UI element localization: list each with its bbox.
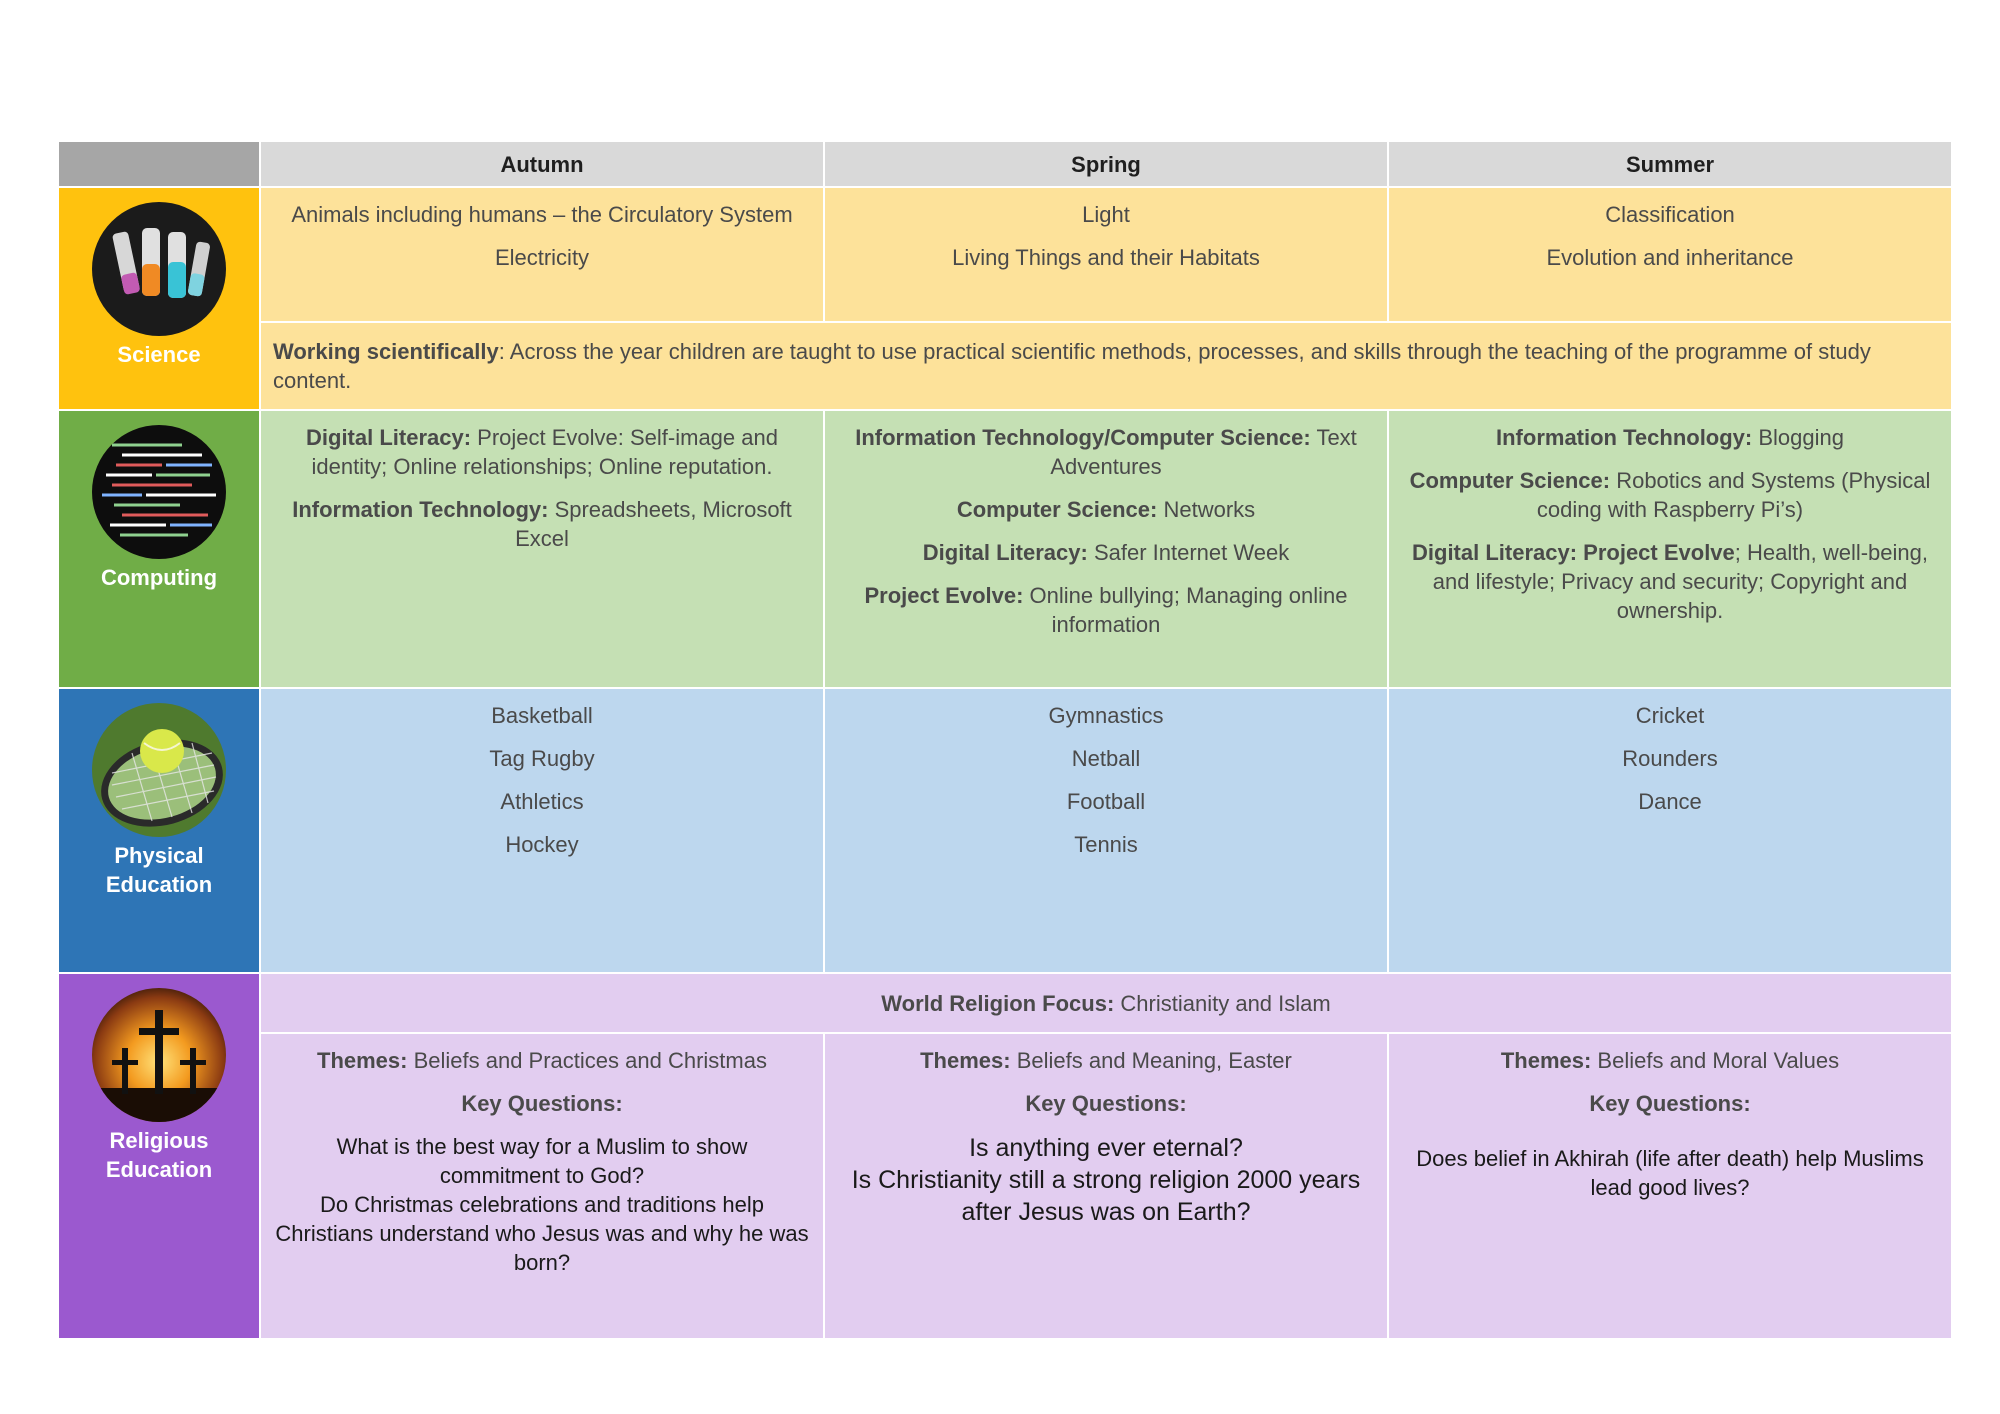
re-spring-themes: Themes: Beliefs and Meaning, Easter [920, 1048, 1292, 1073]
science-autumn-cell [260, 187, 824, 322]
computing-autumn-cell [260, 410, 824, 688]
computing-autumn-item: Information Technology: Spreadsheets, Microsoft Excel [292, 497, 792, 551]
science-subject-cell [58, 187, 260, 410]
working-scientifically-text: : Across the year children are taught to use practical scientific methods, processes, and skills through the teaching of the programme of study content. [273, 339, 1871, 393]
header-blank-cell [58, 141, 260, 187]
working-scientifically-cell [260, 322, 1952, 410]
pe-spring-sport: Tennis [1074, 832, 1138, 857]
tennis-ball-racket-icon [92, 703, 226, 837]
pe-spring-sport: Football [1066, 789, 1146, 814]
science-spring-cell [824, 187, 1388, 322]
pe-summer-sport: Rounders [1622, 746, 1718, 771]
re-autumn-question: Do Christmas celebrations and traditions help Christians understand who Jesus was and why he was born? [275, 1192, 809, 1275]
science-summer-topic: Classification [1605, 202, 1735, 227]
re-autumn-themes: Themes: Beliefs and Practices and Christmas [317, 1048, 767, 1073]
re-label-line1: Religious [109, 1128, 209, 1153]
science-working-row [58, 322, 1952, 410]
pe-summer-cell [1388, 688, 1952, 973]
science-summer-topic: Evolution and inheritance [1546, 245, 1794, 270]
working-scientifically-label: Working scientifically [273, 339, 499, 364]
header-autumn: Autumn [260, 141, 824, 187]
re-spring-key-questions-label: Key Questions: [1025, 1091, 1187, 1116]
world-religion-focus-label: World Religion Focus: [881, 990, 1115, 1016]
code-screen-icon [92, 425, 226, 559]
pe-autumn-sport: Hockey [505, 832, 579, 857]
science-label: Science [117, 342, 201, 367]
re-summer-question: Does belief in Akhirah (life after death) help Muslims lead good lives? [1416, 1146, 1924, 1200]
computing-spring-item: Information Technology/Computer Science: Text Adventures [855, 425, 1357, 479]
header-spring: Spring [824, 141, 1388, 187]
computing-spring-item: Digital Literacy: Safer Internet Week [922, 540, 1290, 565]
header-row [58, 141, 1952, 187]
pe-subject-cell [58, 688, 260, 973]
re-spring-cell [824, 1033, 1388, 1339]
world-religion-focus-text: Christianity and Islam [1114, 990, 1331, 1016]
pe-label-line2: Education [105, 872, 213, 897]
computing-autumn-item: Digital Literacy: Project Evolve: Self-image and identity; Online relationships; Online reputation. [306, 425, 778, 479]
re-autumn-key-questions-label: Key Questions: [461, 1091, 623, 1116]
test-tubes-icon [92, 202, 226, 336]
science-summer-cell [1388, 187, 1952, 322]
header-summer: Summer [1388, 141, 1952, 187]
pe-summer-sport: Dance [1638, 789, 1702, 814]
computing-summer-item: Information Technology: Blogging [1496, 425, 1844, 450]
pe-autumn-sport: Tag Rugby [489, 746, 595, 771]
computing-summer-item: Computer Science: Robotics and Systems (Physical coding with Raspberry Pi’s) [1409, 468, 1931, 522]
pe-autumn-sport: Athletics [500, 789, 584, 814]
computing-spring-item: Project Evolve: Online bullying; Managing online information [864, 583, 1348, 637]
pe-summer-sport: Cricket [1635, 703, 1705, 728]
re-themes-row [58, 1033, 1952, 1339]
computing-subject-cell [58, 410, 260, 688]
computing-label: Computing [100, 565, 218, 590]
world-religion-focus-cell [260, 973, 1952, 1033]
pe-row [58, 688, 1952, 973]
science-row [58, 187, 1952, 322]
pe-autumn-sport: Basketball [491, 703, 593, 728]
computing-spring-item: Computer Science: Networks [956, 497, 1256, 522]
pe-spring-sport: Gymnastics [1048, 703, 1164, 728]
re-spring-question: Is anything ever eternal? [969, 1134, 1243, 1162]
pe-label-line1: Physical [114, 843, 204, 868]
re-focus-row [58, 973, 1952, 1033]
pe-spring-sport: Netball [1071, 746, 1141, 771]
pe-spring-cell [824, 688, 1388, 973]
science-spring-topic: Light [1082, 202, 1130, 227]
re-subject-cell [58, 973, 260, 1339]
curriculum-table [57, 140, 1953, 1340]
re-summer-cell [1388, 1033, 1952, 1339]
crosses-sunset-icon [92, 988, 226, 1122]
science-spring-topic: Living Things and their Habitats [952, 245, 1260, 270]
pe-autumn-cell [260, 688, 824, 973]
computing-summer-item: Digital Literacy: Project Evolve; Health, well-being, and lifestyle; Privacy and security; Copyright and ownership. [1412, 540, 1928, 623]
re-summer-themes: Themes: Beliefs and Moral Values [1500, 1048, 1840, 1073]
science-autumn-topic: Electricity [494, 245, 590, 270]
re-spring-question: Is Christianity still a strong religion 2000 years after Jesus was on Earth? [851, 1166, 1361, 1226]
re-autumn-cell [260, 1033, 824, 1339]
re-label-line2: Education [105, 1157, 213, 1182]
computing-spring-cell [824, 410, 1388, 688]
re-summer-key-questions-label: Key Questions: [1589, 1091, 1751, 1116]
re-autumn-question: What is the best way for a Muslim to show commitment to God? [336, 1134, 748, 1188]
computing-row [58, 410, 1952, 688]
science-autumn-topic: Animals including humans – the Circulatory System [291, 202, 793, 227]
computing-summer-cell [1388, 410, 1952, 688]
